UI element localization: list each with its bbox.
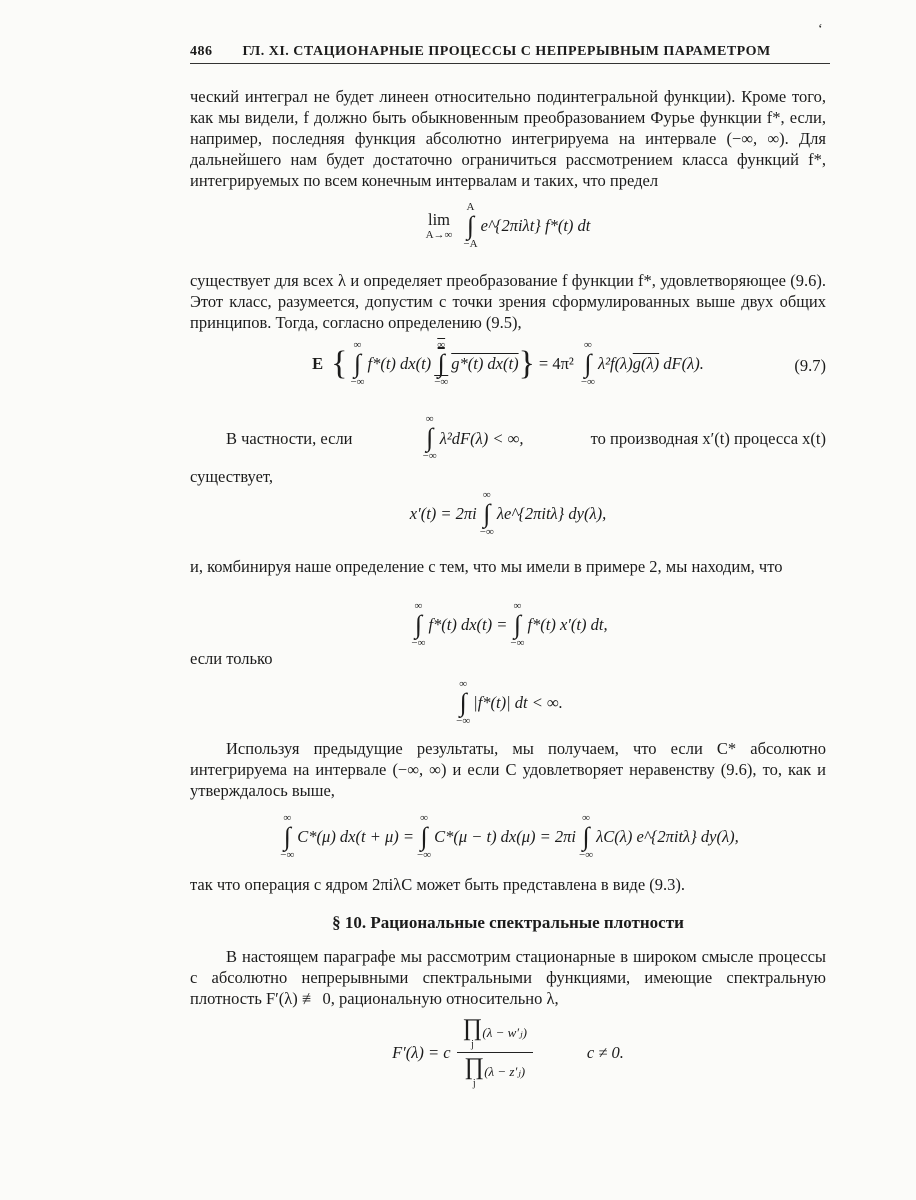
section-title: § 10. Рациональные спектральные плотности xyxy=(332,913,684,932)
page-number: 486 xyxy=(190,44,213,59)
equation-rational-density: F′(λ) = c ∏ j (λ − w′ⱼ) ∏ j (λ − z′ⱼ) c ≠ 0. xyxy=(392,1015,624,1089)
equation-abs-integrable: ∞ ∫ −∞ |f*(t)| dt < ∞. xyxy=(456,678,563,727)
paragraph-5: если только xyxy=(190,649,273,668)
equation-number: (9.7) xyxy=(794,356,826,375)
paragraph-2: существует для всех λ и определяет преобразование f функции f*, удовлетворяющее (9.6). Этот класс, разумеется, допустим с точки зрения сформулированных выше двух общих принципов. Тогда, согласно определению (9.5), xyxy=(190,271,826,332)
equation-derivative: x′(t) = 2πi ∞ ∫ −∞ λe^{2πitλ} dy(λ), xyxy=(409,489,607,538)
paragraph-3: В частности, если ∞ ∫ −∞ λ²dF(λ) < ∞, то производная x′(t) процесса x(t) xyxy=(226,413,826,462)
stray-mark: ʻ xyxy=(818,22,823,37)
paragraph-3-cont: существует, xyxy=(190,467,274,486)
paragraph-1: ческий интеграл не будет линеен относительно подинтегральной функции). Кроме того, как мы видели, f должно быть обыкновенным преобразованием Фурье функции f*, если, например, последняя функция абсолютно интегрируема на интервале (−∞, ∞). Для дальнейшего нам будет достаточно ограничиться рассмотрением класса функций f*, интегрируемых по всем конечным интервалам и таких, что предел xyxy=(190,87,826,190)
equation-limit: lim A→∞ A ∫ −A e^{2πiλt} f*(t) dt xyxy=(425,201,591,250)
paragraph-7: так что операция с ядром 2πiλC может быть представлена в виде (9.3). xyxy=(190,875,686,894)
equation-fstar: ∞ ∫ −∞ f*(t) dx(t) = ∞ ∫ −∞ f*(t) x′(t) dt, xyxy=(411,600,608,649)
equation-kernel: ∞ ∫ −∞ C*(μ) dx(t + μ) = ∞ ∫ −∞ C*(μ − t) dx(μ) = 2πi ∞ ∫ −∞ λC(λ) e^{2πitλ} dy(λ), xyxy=(280,812,739,861)
paragraph-8: В настоящем параграфе мы рассмотрим стационарные в широком смысле процессы с абсолютно непрерывными спектральными функциями, имеющие спектральную плотность F′(λ) ≢ 0, рациональную относительно λ, xyxy=(190,947,826,1008)
running-header xyxy=(190,44,830,64)
equation-9-7: E { ∞ ∫ −∞ f*(t) dx(t) ∞ ∫ −∞ g*(t) dx(t) } = 4π² ∞ ∫ −∞ λ²f(λ)g(λ) dF(λ). (9.7) xyxy=(312,339,826,388)
chapter-title: ГЛ. XI. СТАЦИОНАРНЫЕ ПРОЦЕССЫ С НЕПРЕРЫВНЫМ ПАРАМЕТРОМ xyxy=(242,44,771,59)
paragraph-4: и, комбинируя наше определение с тем, что мы имели в примере 2, мы находим, что xyxy=(190,557,783,576)
paragraph-6: Используя предыдущие результаты, мы получаем, что если C* абсолютно интегрируема на интервале (−∞, ∞) и если C удовлетворяет неравенству (9.6), то, как и утверждалось выше, xyxy=(190,739,826,800)
